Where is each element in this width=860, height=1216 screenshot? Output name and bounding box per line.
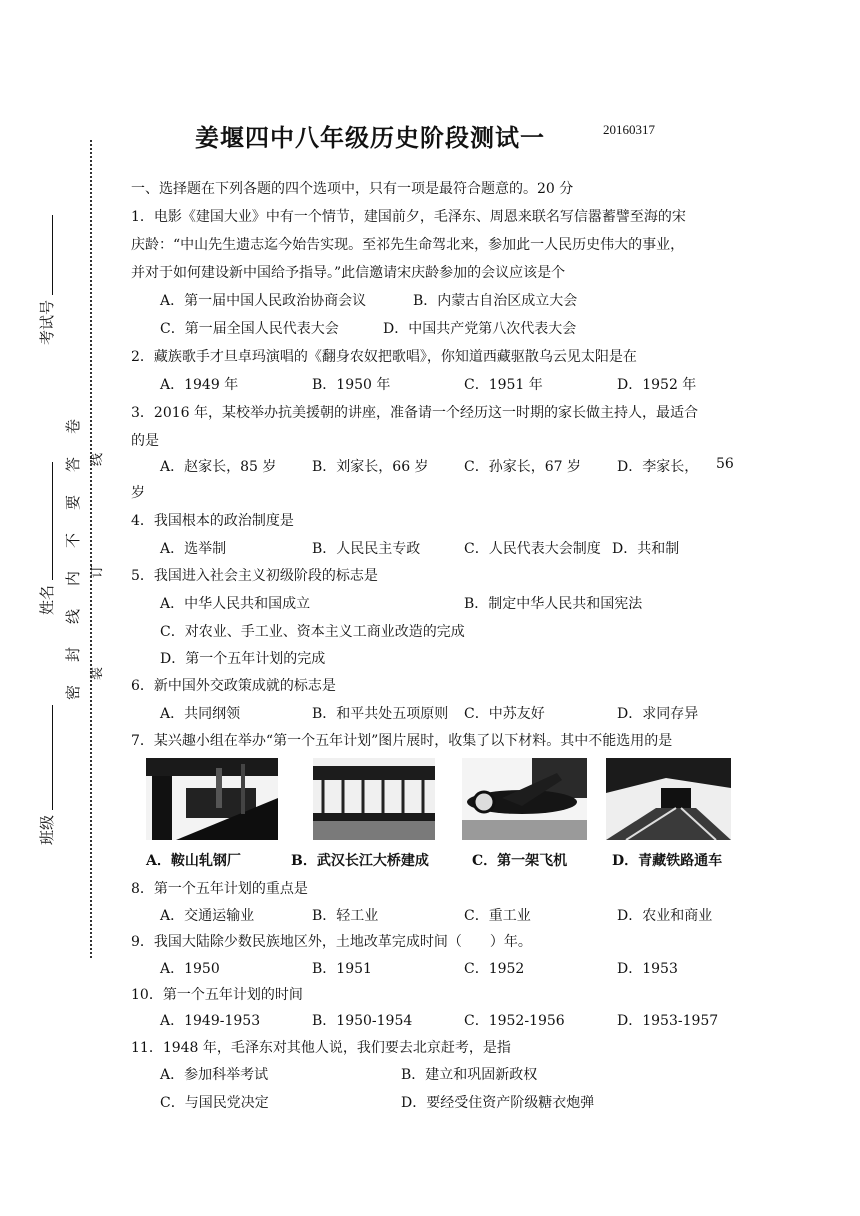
photo-first-airplane <box>462 758 587 840</box>
question-10-option-d: D．1953-1957 <box>617 1013 719 1029</box>
question-2-option-a: A．1949 年 <box>160 377 239 393</box>
question-6-stem: 6．新中国外交政策成就的标志是 <box>131 678 336 694</box>
question-8-option-d: D．农业和商业 <box>617 908 713 924</box>
question-4-option-b: B．人民民主专政 <box>312 541 421 557</box>
exam-number-blank <box>52 215 53 295</box>
question-2-option-d: D．1952 年 <box>617 377 697 393</box>
exam-number-label: 考试号 <box>38 299 56 345</box>
question-11-option-a: A．参加科举考试 <box>160 1067 269 1083</box>
binding-mark-zhuang: 装 <box>90 666 105 680</box>
question-5-option-b: B．制定中华人民共和国宪法 <box>464 596 643 612</box>
question-3-option-c: C．孙家长，67 岁 <box>464 459 581 475</box>
question-8-option-b: B．轻工业 <box>312 908 379 924</box>
question-5-option-a: A．中华人民共和国成立 <box>160 596 311 612</box>
question-3-line-1: 3．2016 年，某校举办抗美援朝的讲座，准备请一个经历这一时期的家长做主持人，最适合 <box>131 405 698 421</box>
question-9-option-c: C．1952 <box>464 961 525 977</box>
question-9-stem: 9．我国大陆除少数民族地区外，土地改革完成时间（ ）年。 <box>131 934 532 950</box>
question-1-option-b: B．内蒙古自治区成立大会 <box>413 293 578 309</box>
question-10-stem: 10．第一个五年计划的时间 <box>131 987 303 1003</box>
question-4-option-a: A．选举制 <box>160 541 227 557</box>
binding-mark-xian: 线 <box>90 452 105 466</box>
question-4-stem: 4．我国根本的政治制度是 <box>131 513 294 529</box>
question-1-option-a: A．第一届中国人民政治协商会议 <box>160 293 367 309</box>
photo-caption-d: D．青藏铁路通车 <box>612 853 723 869</box>
question-3-trailing: 岁 <box>131 485 145 501</box>
question-6-option-b: B．和平共处五项原则 <box>312 706 449 722</box>
question-2-option-c: C．1951 年 <box>464 377 543 393</box>
question-11-stem: 11．1948 年，毛泽东对其他人说，我们要去北京赶考，是指 <box>131 1040 511 1056</box>
class-blank <box>52 705 53 810</box>
class-label: 班级 <box>38 814 56 845</box>
photo-qinghai-tibet-railway <box>606 758 731 840</box>
question-5-option-c: C．对农业、手工业、资本主义工商业改造的完成 <box>160 624 465 640</box>
question-9-option-b: B．1951 <box>312 961 372 977</box>
question-11-option-b: B．建立和巩固新政权 <box>401 1067 538 1083</box>
question-9-option-a: A．1950 <box>160 961 220 977</box>
page-title <box>195 118 545 153</box>
question-11-option-c: C．与国民党决定 <box>160 1095 269 1111</box>
exam-title: 姜堰四中八年级历史阶段测试一 <box>195 123 545 152</box>
question-2-stem: 2．藏族歌手才旦卓玛演唱的《翻身农奴把歌唱》，你知道西藏驱散乌云见太阳是在 <box>131 349 637 365</box>
question-6-option-d: D．求同存异 <box>617 706 699 722</box>
question-8-option-c: C．重工业 <box>464 908 531 924</box>
question-8-option-a: A．交通运输业 <box>160 908 255 924</box>
question-3-option-d-age: 56 <box>716 456 734 472</box>
question-5-stem: 5．我国进入社会主义初级阶段的标志是 <box>131 568 378 584</box>
question-3-option-b: B．刘家长，66 岁 <box>312 459 429 475</box>
question-6-option-a: A．共同纲领 <box>160 706 241 722</box>
question-2-option-b: B．1950 年 <box>312 377 391 393</box>
question-4-option-d: D．共和制 <box>612 541 680 557</box>
section-heading: 一、选择题在下列各题的四个选项中，只有一项是最符合题意的。20 分 <box>131 181 574 197</box>
photo-anshan-steel-mill <box>146 758 278 840</box>
exam-date: 20160317 <box>603 122 655 137</box>
question-10-option-a: A．1949-1953 <box>160 1013 261 1029</box>
question-11-option-d: D．要经受住资产阶级糖衣炮弹 <box>401 1095 595 1111</box>
question-3-option-d: D．李家长， <box>617 459 699 475</box>
question-1-option-d: D．中国共产党第八次代表大会 <box>383 321 577 337</box>
name-label: 姓名 <box>38 584 56 615</box>
seal-line-warning: 密 封 线 内 不 要 答 卷 <box>64 414 82 700</box>
question-5-option-d: D．第一个五年计划的完成 <box>160 651 326 667</box>
question-3-line-2: 的是 <box>131 433 159 449</box>
binding-mark-ding: 订 <box>90 564 105 578</box>
photo-caption-b: B．武汉长江大桥建成 <box>291 853 429 869</box>
question-8-stem: 8．第一个五年计划的重点是 <box>131 881 308 897</box>
question-9-option-d: D．1953 <box>617 961 678 977</box>
photo-wuhan-yangtze-bridge <box>313 758 435 840</box>
question-1-line-1: 1．电影《建国大业》中有一个情节，建国前夕，毛泽东、周恩来联名写信嚣蓄譬至海的宋 <box>131 209 686 225</box>
photo-caption-c: C．第一架飞机 <box>472 853 568 869</box>
binding-dotted-line <box>90 140 92 958</box>
question-4-option-c: C．人民代表大会制度 <box>464 541 601 557</box>
question-6-option-c: C．中苏友好 <box>464 706 545 722</box>
question-10-option-b: B．1950-1954 <box>312 1013 413 1029</box>
question-3-option-a: A．赵家长，85 岁 <box>160 459 277 475</box>
question-1-line-2: 庆龄：“中山先生遗志迄今始告实现。至祁先生命驾北来，参加此一人民历史伟大的事业， <box>131 237 685 253</box>
question-1-option-c: C．第一届全国人民代表大会 <box>160 321 339 337</box>
question-10-option-c: C．1952-1956 <box>464 1013 565 1029</box>
question-7-stem: 7．某兴趣小组在举办“第一个五年计划”图片展时，收集了以下材料。其中不能选用的是 <box>131 733 673 749</box>
name-blank <box>52 462 53 580</box>
photo-caption-a: A．鞍山轧钢厂 <box>146 853 241 869</box>
question-1-line-3: 并对于如何建设新中国给予指导。”此信邀请宋庆龄参加的会议应该是个 <box>131 265 566 281</box>
